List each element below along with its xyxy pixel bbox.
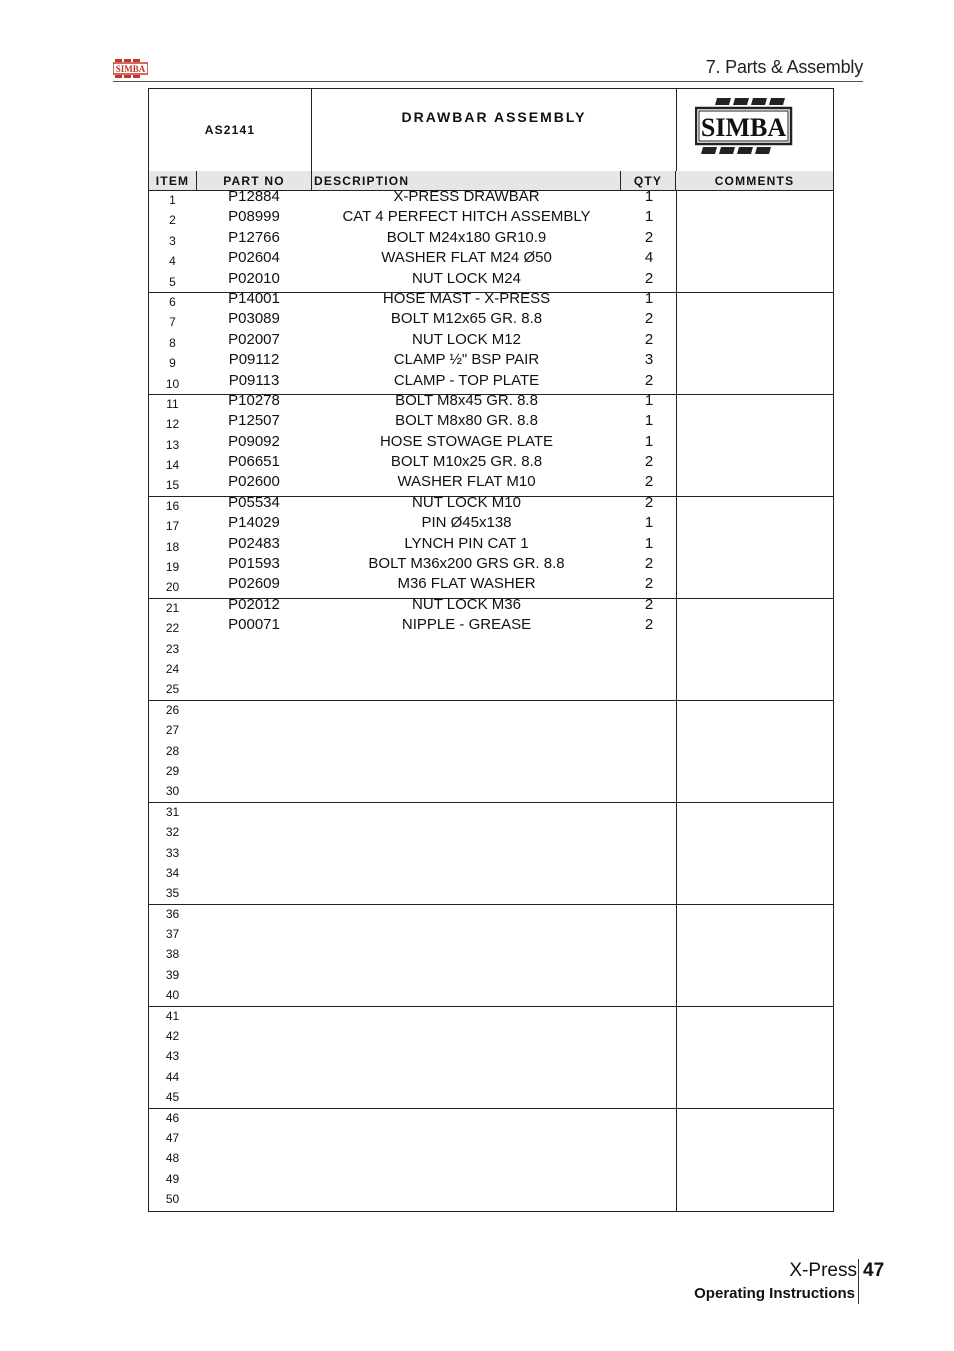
item-number: 33 <box>165 845 180 860</box>
item-number: 29 <box>165 763 180 778</box>
parts-sheet <box>148 88 834 1212</box>
quantity: 2 <box>644 453 654 471</box>
item-number: 44 <box>165 1069 180 1084</box>
quantity <box>621 1146 677 1166</box>
part-number: P02010 <box>228 269 280 287</box>
item-number: 28 <box>165 743 180 758</box>
part-number <box>197 718 311 738</box>
item-number: 32 <box>165 825 180 840</box>
item-number: 19 <box>165 560 180 575</box>
item-number: 34 <box>165 865 180 880</box>
parts-table-body <box>149 188 833 1210</box>
part-number <box>197 820 311 840</box>
part-number: P08999 <box>228 208 280 226</box>
footer-divider <box>858 1259 859 1304</box>
part-description <box>312 942 621 962</box>
part-description <box>312 637 621 657</box>
item-number: 13 <box>165 437 180 452</box>
quantity: 2 <box>644 595 654 613</box>
quantity: 2 <box>644 493 654 511</box>
table-row <box>149 1190 833 1209</box>
part-description: NUT LOCK M36 <box>412 595 521 613</box>
header-divider <box>113 81 863 82</box>
part-number: P02604 <box>228 249 280 267</box>
item-number: 36 <box>165 906 180 921</box>
item-number: 47 <box>165 1130 180 1145</box>
item-number: 18 <box>165 539 180 554</box>
part-description <box>312 657 621 677</box>
item-number: 24 <box>165 661 180 676</box>
quantity: 4 <box>644 249 654 267</box>
part-description: BOLT M12x65 GR. 8.8 <box>390 310 543 328</box>
part-description: WASHER FLAT M10 <box>397 473 536 491</box>
part-number: P09092 <box>228 432 280 450</box>
part-number: P12884 <box>228 188 280 205</box>
item-number: 6 <box>169 294 176 309</box>
page-number: 47 <box>863 1260 885 1281</box>
part-number <box>197 657 311 677</box>
part-number: P06651 <box>228 453 280 471</box>
part-description <box>312 739 621 759</box>
footer-subtitle: Operating Instructions <box>694 1285 855 1302</box>
part-number: P03089 <box>228 310 280 328</box>
item-number: 14 <box>165 458 180 473</box>
part-number <box>197 1065 311 1085</box>
part-number: P02012 <box>228 595 280 613</box>
part-description: LYNCH PIN CAT 1 <box>404 534 529 552</box>
part-description: BOLT M24x180 GR10.9 <box>386 228 547 246</box>
part-number: P02007 <box>228 330 280 348</box>
quantity <box>621 657 677 677</box>
quantity <box>621 841 677 861</box>
part-number: P05534 <box>228 493 280 511</box>
quantity <box>621 1167 677 1187</box>
part-number: P09113 <box>228 371 280 389</box>
part-number: P02609 <box>228 575 280 593</box>
part-description <box>312 820 621 840</box>
item-number: 42 <box>165 1029 180 1044</box>
quantity: 1 <box>644 208 654 226</box>
part-description <box>312 779 621 799</box>
part-number <box>197 1167 311 1187</box>
footer-product-name: X-Press <box>789 1260 857 1281</box>
part-description <box>312 841 621 861</box>
item-number: 7 <box>169 315 176 330</box>
part-description <box>312 1024 621 1044</box>
part-number <box>197 1106 311 1126</box>
item-number: 3 <box>169 233 176 248</box>
quantity <box>621 677 677 697</box>
item-number: 2 <box>169 213 176 228</box>
part-description: BOLT M8x45 GR. 8.8 <box>395 391 538 409</box>
quantity: 2 <box>644 473 654 491</box>
item-number: 11 <box>166 396 179 411</box>
quantity: 2 <box>644 616 654 634</box>
part-number <box>197 902 311 922</box>
quantity: 2 <box>644 575 654 593</box>
item-number: 4 <box>169 254 176 269</box>
quantity <box>621 637 677 657</box>
part-number: P12766 <box>228 228 280 246</box>
quantity <box>621 861 677 881</box>
item-number: 31 <box>165 804 180 819</box>
part-description <box>312 718 621 738</box>
item-number: 5 <box>169 274 176 289</box>
part-number: P02483 <box>228 534 280 552</box>
part-number <box>197 1044 311 1064</box>
quantity: 2 <box>644 371 654 389</box>
item-number: 12 <box>165 417 180 432</box>
part-description <box>312 922 621 942</box>
item-number: 49 <box>165 1171 180 1186</box>
quantity <box>621 800 677 820</box>
part-description <box>312 861 621 881</box>
quantity <box>621 1085 677 1105</box>
svg-text:SIMBA: SIMBA <box>115 64 146 74</box>
part-description: X-PRESS DRAWBAR <box>393 188 540 205</box>
part-description: NUT LOCK M12 <box>412 330 521 348</box>
part-number <box>197 800 311 820</box>
quantity: 1 <box>644 412 654 430</box>
quantity <box>621 1004 677 1024</box>
part-description <box>312 759 621 779</box>
part-number: P09112 <box>228 351 280 369</box>
item-number: 40 <box>165 988 180 1003</box>
part-description: BOLT M36x200 GRS GR. 8.8 <box>368 555 565 573</box>
part-description <box>312 963 621 983</box>
part-description: HOSE MAST - X-PRESS <box>382 289 551 307</box>
part-description <box>312 1126 621 1146</box>
quantity <box>621 983 677 1003</box>
part-description: PIN Ø45x138 <box>421 514 512 532</box>
item-number: 48 <box>165 1151 180 1166</box>
item-number: 46 <box>165 1110 180 1125</box>
column-header-description: DESCRIPTION <box>312 171 621 190</box>
simba-logo-cell <box>676 89 834 171</box>
part-number <box>197 1187 311 1207</box>
part-description <box>312 698 621 718</box>
part-number <box>197 1146 311 1166</box>
part-description <box>312 1065 621 1085</box>
quantity <box>621 881 677 901</box>
quantity <box>621 963 677 983</box>
part-description: NUT LOCK M10 <box>412 493 521 511</box>
quantity: 1 <box>644 432 654 450</box>
part-number <box>197 942 311 962</box>
item-number: 1 <box>169 193 176 207</box>
item-number: 27 <box>165 723 180 738</box>
item-number: 10 <box>165 376 180 391</box>
quantity <box>621 942 677 962</box>
part-number <box>197 698 311 718</box>
part-number <box>197 963 311 983</box>
item-number: 23 <box>165 641 180 656</box>
column-header-qty: QTY <box>621 171 676 190</box>
item-number: 8 <box>169 335 176 350</box>
quantity <box>621 1065 677 1085</box>
quantity <box>621 759 677 779</box>
part-number <box>197 779 311 799</box>
quantity: 2 <box>644 228 654 246</box>
part-description: HOSE STOWAGE PLATE <box>379 432 554 450</box>
quantity <box>621 1187 677 1207</box>
part-description: BOLT M10x25 GR. 8.8 <box>390 453 543 471</box>
part-number <box>197 1085 311 1105</box>
part-description: M36 FLAT WASHER <box>397 575 536 593</box>
part-description <box>312 902 621 922</box>
quantity <box>621 820 677 840</box>
part-number <box>197 841 311 861</box>
item-number: 22 <box>165 621 180 636</box>
part-description: BOLT M8x80 GR. 8.8 <box>395 412 538 430</box>
part-description: NIPPLE - GREASE <box>401 616 532 634</box>
part-number <box>197 861 311 881</box>
part-description <box>312 1146 621 1166</box>
header-simba-logo <box>113 59 148 79</box>
simba-logo <box>695 96 793 158</box>
part-description: CLAMP ½" BSP PAIR <box>393 351 540 369</box>
column-header-part-no: PART NO <box>197 171 312 190</box>
item-number: 41 <box>165 1008 180 1023</box>
quantity <box>621 1106 677 1126</box>
part-description <box>312 1044 621 1064</box>
quantity: 1 <box>644 534 654 552</box>
column-header-comments: COMMENTS <box>714 174 795 188</box>
part-description <box>312 1106 621 1126</box>
part-description: WASHER FLAT M24 Ø50 <box>381 249 552 267</box>
quantity <box>621 902 677 922</box>
part-description <box>312 983 621 1003</box>
assembly-name: DRAWBAR ASSEMBLY <box>401 109 587 125</box>
item-number: 16 <box>165 498 180 513</box>
part-number: P14001 <box>228 289 280 307</box>
part-number <box>197 922 311 942</box>
part-number: P01593 <box>228 555 280 573</box>
item-number: 20 <box>165 580 180 595</box>
assembly-code: AS2141 <box>149 89 312 171</box>
quantity <box>621 779 677 799</box>
part-description: NUT LOCK M24 <box>412 269 521 287</box>
quantity <box>621 1024 677 1044</box>
item-number: 35 <box>165 886 180 901</box>
part-description: CLAMP - TOP PLATE <box>393 371 540 389</box>
part-description <box>312 1187 621 1207</box>
item-number: 9 <box>169 356 176 371</box>
quantity <box>621 1044 677 1064</box>
part-description <box>312 1004 621 1024</box>
part-number <box>197 881 311 901</box>
part-number: P00071 <box>228 616 280 634</box>
item-number: 38 <box>165 947 180 962</box>
column-header-item: ITEM <box>149 171 197 190</box>
part-number: P14029 <box>228 514 280 532</box>
quantity: 2 <box>644 555 654 573</box>
part-description <box>312 1085 621 1105</box>
quantity <box>621 739 677 759</box>
part-number <box>197 1024 311 1044</box>
part-number <box>197 1126 311 1146</box>
quantity: 2 <box>644 310 654 328</box>
part-description <box>312 677 621 697</box>
part-description <box>312 800 621 820</box>
item-number: 50 <box>165 1192 180 1207</box>
part-number <box>197 1004 311 1024</box>
part-description <box>312 881 621 901</box>
part-number <box>197 759 311 779</box>
simba-logo-text: SIMBA <box>700 113 787 142</box>
item-number: 26 <box>165 702 180 717</box>
item-number: 25 <box>165 682 180 697</box>
quantity <box>621 718 677 738</box>
quantity <box>621 922 677 942</box>
part-number <box>197 637 311 657</box>
quantity <box>621 698 677 718</box>
quantity: 3 <box>644 351 654 369</box>
quantity: 1 <box>644 289 654 307</box>
quantity: 2 <box>644 330 654 348</box>
item-number: 30 <box>165 784 180 799</box>
item-number: 45 <box>165 1090 180 1105</box>
item-number: 21 <box>165 600 180 615</box>
quantity: 1 <box>644 514 654 532</box>
part-description: CAT 4 PERFECT HITCH ASSEMBLY <box>342 208 591 226</box>
part-number: P10278 <box>228 391 280 409</box>
item-number: 15 <box>165 478 180 493</box>
quantity <box>621 1126 677 1146</box>
part-number: P12507 <box>228 412 280 430</box>
quantity: 1 <box>644 391 654 409</box>
part-number <box>197 739 311 759</box>
quantity: 1 <box>644 188 654 205</box>
part-description <box>312 1167 621 1187</box>
section-title: 7. Parts & Assembly <box>705 57 863 77</box>
item-number: 17 <box>165 519 180 534</box>
item-number: 43 <box>165 1049 180 1064</box>
item-number: 39 <box>165 967 180 982</box>
sheet-title-row <box>149 89 833 172</box>
part-number: P02600 <box>228 473 280 491</box>
quantity: 2 <box>644 269 654 287</box>
part-number <box>197 677 311 697</box>
item-number: 37 <box>165 927 180 942</box>
part-number <box>197 983 311 1003</box>
